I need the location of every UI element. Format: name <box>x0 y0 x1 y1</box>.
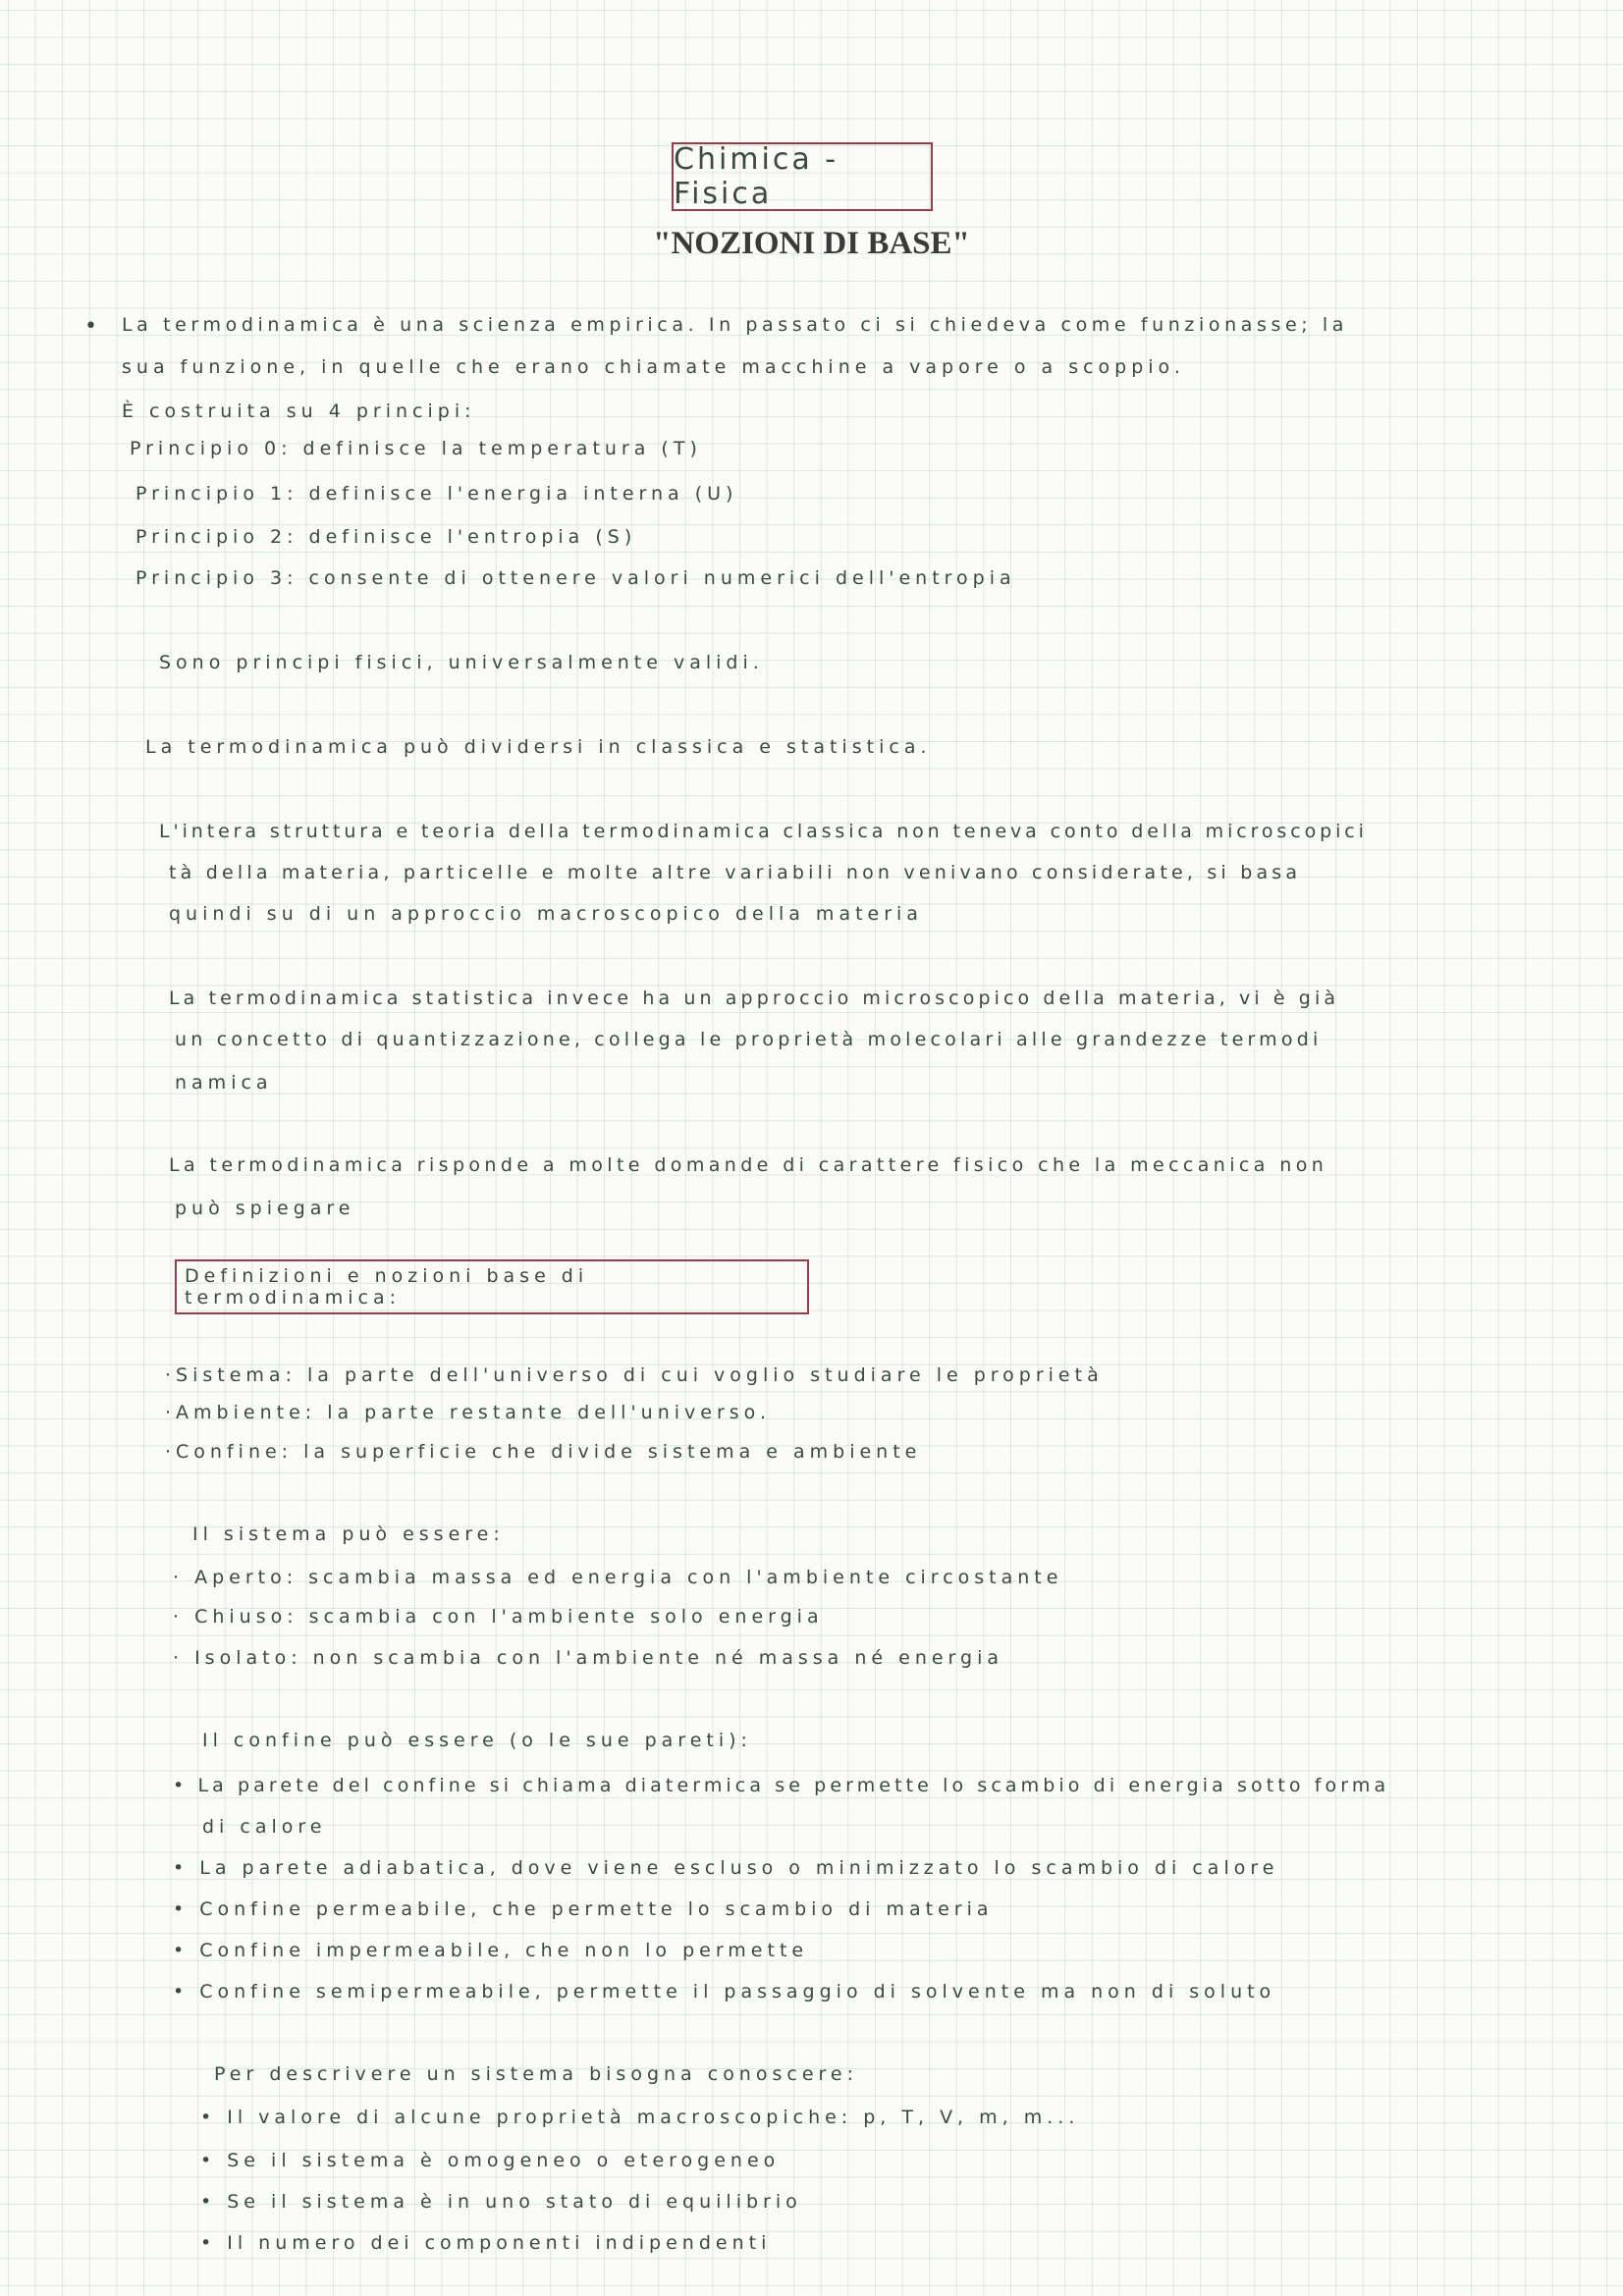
definition-item: ·Sistema: la parte dell'universo di cui voglio studiare le proprietà <box>165 1364 1104 1386</box>
describe-item: • Il valore di alcune proprietà macroscopiche: p, T, V, m, m... <box>200 2107 1080 2128</box>
intro-line: È costruita su 4 principi: <box>122 400 476 422</box>
describe-item: • Se il sistema è omogeneo o eterogeneo <box>200 2150 781 2171</box>
describe-heading: Per descrivere un sistema bisogna conoscere: <box>214 2063 858 2085</box>
principle-line: Principio 1: definisce l'energia interna (U) <box>135 483 738 505</box>
boundary-item: di calore <box>202 1816 327 1838</box>
system-heading: Il sistema può essere: <box>192 1523 505 1545</box>
paragraph-line: La termodinamica può dividersi in classica e statistica. <box>145 736 932 758</box>
boundary-item: • Confine semipermeabile, permette il passaggio di solvente ma non di soluto <box>173 1981 1276 2002</box>
describe-item: • Il numero dei componenti indipendenti <box>200 2232 772 2254</box>
title-text: Chimica - Fisica <box>674 142 839 211</box>
paragraph-line: quindi su di un approccio macroscopico della materia <box>169 903 923 925</box>
system-type-item: · Aperto: scambia massa ed energia con l'ambiente circostante <box>173 1567 1063 1588</box>
boundary-heading: Il confine può essere (o le sue pareti): <box>202 1730 752 1751</box>
definition-item: ·Ambiente: la parte restante dell'universo. <box>165 1402 772 1423</box>
system-type-item: · Isolato: non scambia con l'ambiente né massa né energia <box>173 1647 1004 1669</box>
intro-line: sua funzione, in quelle che erano chiamate macchine a vapore o a scoppio. <box>122 356 1185 378</box>
page-subtitle: "NOZIONI DI BASE" <box>653 226 970 261</box>
principle-line: Principio 3: consente di ottenere valori numerici dell'entropia <box>135 567 1016 589</box>
title-box <box>672 142 933 211</box>
section-title-box <box>175 1259 809 1314</box>
paragraph-line: La termodinamica statistica invece ha un approccio microscopico della materia, vi è già <box>169 988 1340 1009</box>
paragraph-line: tà della materia, particelle e molte altre variabili non venivano considerate, si basa <box>169 862 1302 883</box>
describe-item: • Se il sistema è in uno stato di equilibrio <box>200 2191 802 2213</box>
boundary-item: • Confine impermeabile, che non lo permette <box>173 1940 809 1961</box>
bullet-icon: • <box>84 314 97 339</box>
intro-line: La termodinamica è una scienza empirica. In passato ci si chiedeva come funzionasse; la <box>122 314 1349 336</box>
boundary-item: • Confine permeabile, che permette lo scambio di materia <box>173 1898 994 1920</box>
section-title: Definizioni e nozioni base di termodinamica: <box>185 1265 589 1308</box>
principle-line: Principio 2: definisce l'entropia (S) <box>135 526 637 548</box>
paragraph-line: Sono principi fisici, universalmente validi. <box>159 652 764 673</box>
paragraph-line: La termodinamica risponde a molte domande di carattere fisico che la meccanica non <box>169 1154 1328 1176</box>
paragraph-line: L'intera struttura e teoria della termodinamica classica non teneva conto della microscopici <box>159 821 1368 842</box>
boundary-item: • La parete adiabatica, dove viene escluso o minimizzato lo scambio di calore <box>173 1857 1279 1879</box>
system-type-item: · Chiuso: scambia con l'ambiente solo energia <box>173 1606 824 1628</box>
paragraph-line: un concetto di quantizzazione, collega le proprietà molecolari alle grandezze termodi <box>175 1029 1323 1050</box>
principle-line: Principio 0: definisce la temperatura (T) <box>130 438 702 459</box>
paragraph-line: può spiegare <box>175 1198 355 1219</box>
boundary-item: • La parete del confine si chiama diatermica se permette lo scambio di energia sotto forma <box>173 1775 1390 1796</box>
definition-item: ·Confine: la superficie che divide sistema e ambiente <box>165 1441 922 1463</box>
paragraph-line: namica <box>175 1072 273 1094</box>
